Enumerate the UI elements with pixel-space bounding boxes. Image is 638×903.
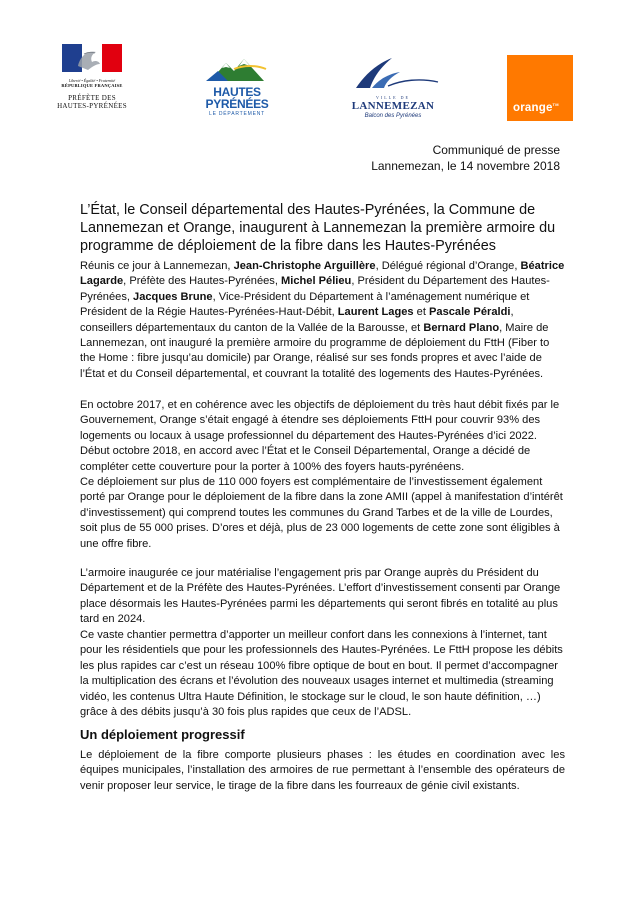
paragraph-amii-zone-text: Ce déploiement sur plus de 110 000 foyers est complémentaire de l’investissement également porté par Orange pour le déploiement de la fibre dans la zone AMII (appel à manifestation d’intérêt d’investissement) qui comprend toutes les communes du Grand Tarbes et de la ville de Lourdes, soit plus de 55 000 prises. D’ores et déjà, plus de 23 000 logements de cette zone sont éligibles à une offre fibre. [80, 476, 563, 550]
hautes-pyrenees-subtitle: LE DÉPARTEMENT [208, 111, 266, 117]
person-name: Jean-Christophe Arguillère [233, 260, 376, 272]
hautes-pyrenees-name [204, 86, 270, 110]
paragraph-participants-text [80, 259, 565, 382]
lannemezan-name: LANNEMEZAN [351, 100, 435, 112]
document-type: Communiqué de presse [432, 143, 560, 157]
text-run: et [413, 306, 430, 319]
prefecture-name-line2: HAUTES-PYRÉNÉES [57, 102, 127, 110]
prefecture-logo [52, 44, 132, 120]
place-and-date: Lannemezan, le 14 novembre 2018 [371, 159, 560, 173]
person-name: Béatrice Lagarde [80, 260, 565, 288]
text-run: , Maire de Lannemezan, ont inauguré la première armoire du programme de déploiement du FttH (Fiber to the Home : fibre jusqu’au domicile) par Orange, réalisé sur ses fonds propres et avec l’aide de l’État et du Conseil départemental, et couvrant la totalité des logements des Hautes-Pyrénées. [80, 321, 550, 380]
paragraph-commitment-text: L’armoire inaugurée ce jour matérialise l’engagement pris par Orange auprès du Président du Département et de la Préfète des Hautes-Pyrénées. L’effort d’investissement consenti par Orange place désormais les Hautes-Pyrénées parmi les départements qui seront fibrés en totalité au plus tard en 2024. [80, 567, 561, 626]
orange-trademark: TM [552, 102, 559, 107]
person-name: Bernard Plano [423, 321, 500, 334]
person-name: Pascale Péraldi [429, 306, 511, 319]
paragraph-commitment [80, 566, 565, 628]
orange-logo [507, 55, 573, 121]
text-run: , Vice-Président du Département à l’aménagement numérique et Président de la Régie Hautes-Pyrénées-Haut-Débit, [80, 290, 530, 319]
paragraph-phases [80, 748, 565, 794]
paragraph-october-2017 [80, 398, 565, 475]
text-run: , Président du Département des Hautes-Pyrénées, [80, 275, 550, 303]
person-name: Michel Pélieu [281, 275, 352, 288]
paragraph-october-2017-text: En octobre 2017, et en cohérence avec les objectifs de déploiement du très haut débit fixés par le Gouvernement, Orange s’était engagé à étendre ses déploiements FttH pour couvrir 93% des logements ou locaux à usage professionnel du département des Hautes-Pyrénées d’ici 2022. Début octobre 2018, en accord avec l’État et le Conseil Départemental, Orange a décidé de compléter cette couverture pour la porter à 100% des foyers hauts-pyrénéens. [80, 399, 560, 473]
person-name: Jacques Brune [133, 290, 213, 303]
marianne-flag-icon [62, 44, 122, 72]
prefecture-name [52, 94, 132, 110]
text-run: , Délégué régional d’Orange, [375, 260, 521, 272]
paragraph-participants [80, 259, 565, 382]
hautes-pyrenees-line1: HAUTES [213, 85, 261, 99]
prefecture-name-line1: PRÉFÈTE DES [68, 94, 116, 102]
republique-francaise-label: RÉPUBLIQUE FRANÇAISE [61, 83, 123, 88]
text-run: , conseillers départementaux du canton de la Vallée de la Barousse, et [80, 306, 514, 334]
paragraph-amii-zone [80, 475, 565, 552]
hautes-pyrenees-logo [204, 55, 270, 121]
orange-logo-name: orange [513, 102, 553, 114]
text-run: Réunis ce jour à Lannemezan, [80, 260, 234, 272]
person-name: Laurent Lages [337, 306, 414, 319]
lannemezan-swoosh-icon [342, 56, 444, 90]
text-run: , Préfète des Hautes-Pyrénées, [123, 275, 282, 288]
lannemezan-logo [342, 56, 444, 122]
paragraph-comfort [80, 628, 565, 720]
paragraph-phases-text: Le déploiement de la fibre comporte plusieurs phases : les études en coordination avec les équipes municipales, l’installation des armoires de rue permettant à l’ensemble des opérateurs de venir proposer leur service, le tirage de la fibre dans les fourreaux de génie civil existants. [80, 749, 565, 792]
orange-logo-text [513, 102, 559, 114]
lannemezan-ville-label: VILLE DE [376, 95, 410, 100]
hautes-pyrenees-line2: PYRÉNÉES [205, 97, 269, 111]
paragraph-comfort-text: Ce vaste chantier permettra d’apporter un meilleur confort dans les connexions à l’internet, tant pour les résidentiels que pour les professionnels des Hautes-Pyrénées. Le FttH propose les débits les plus rapides car c’est un réseau 100% fibre optique de bout en bout. Il permet d’accompagner la multiplication des écrans et l’évolution des nouveaux usages internet et multimedia (streaming vidéo, les contenus Ultra Haute Définition, le stockage sur le cloud, le son haute définition, …) grâce à des débits jusqu’à 30 fois plus rapides que ceux de l’ADSL. [80, 629, 563, 719]
mountain-icon [204, 55, 270, 81]
prefecture-tagline: Liberté • Égalité • Fraternité [68, 78, 116, 83]
section-title: Un déploiement progressif [80, 727, 245, 742]
lannemezan-subtitle: Balcon des Pyrénées [364, 113, 422, 119]
page-title: L’État, le Conseil départemental des Hautes-Pyrénées, la Commune de Lannemezan et Orange, inaugurent à Lannemezan la première armoire du programme de déploiement de la fibre dans les Hautes-Pyrénées [80, 202, 556, 254]
